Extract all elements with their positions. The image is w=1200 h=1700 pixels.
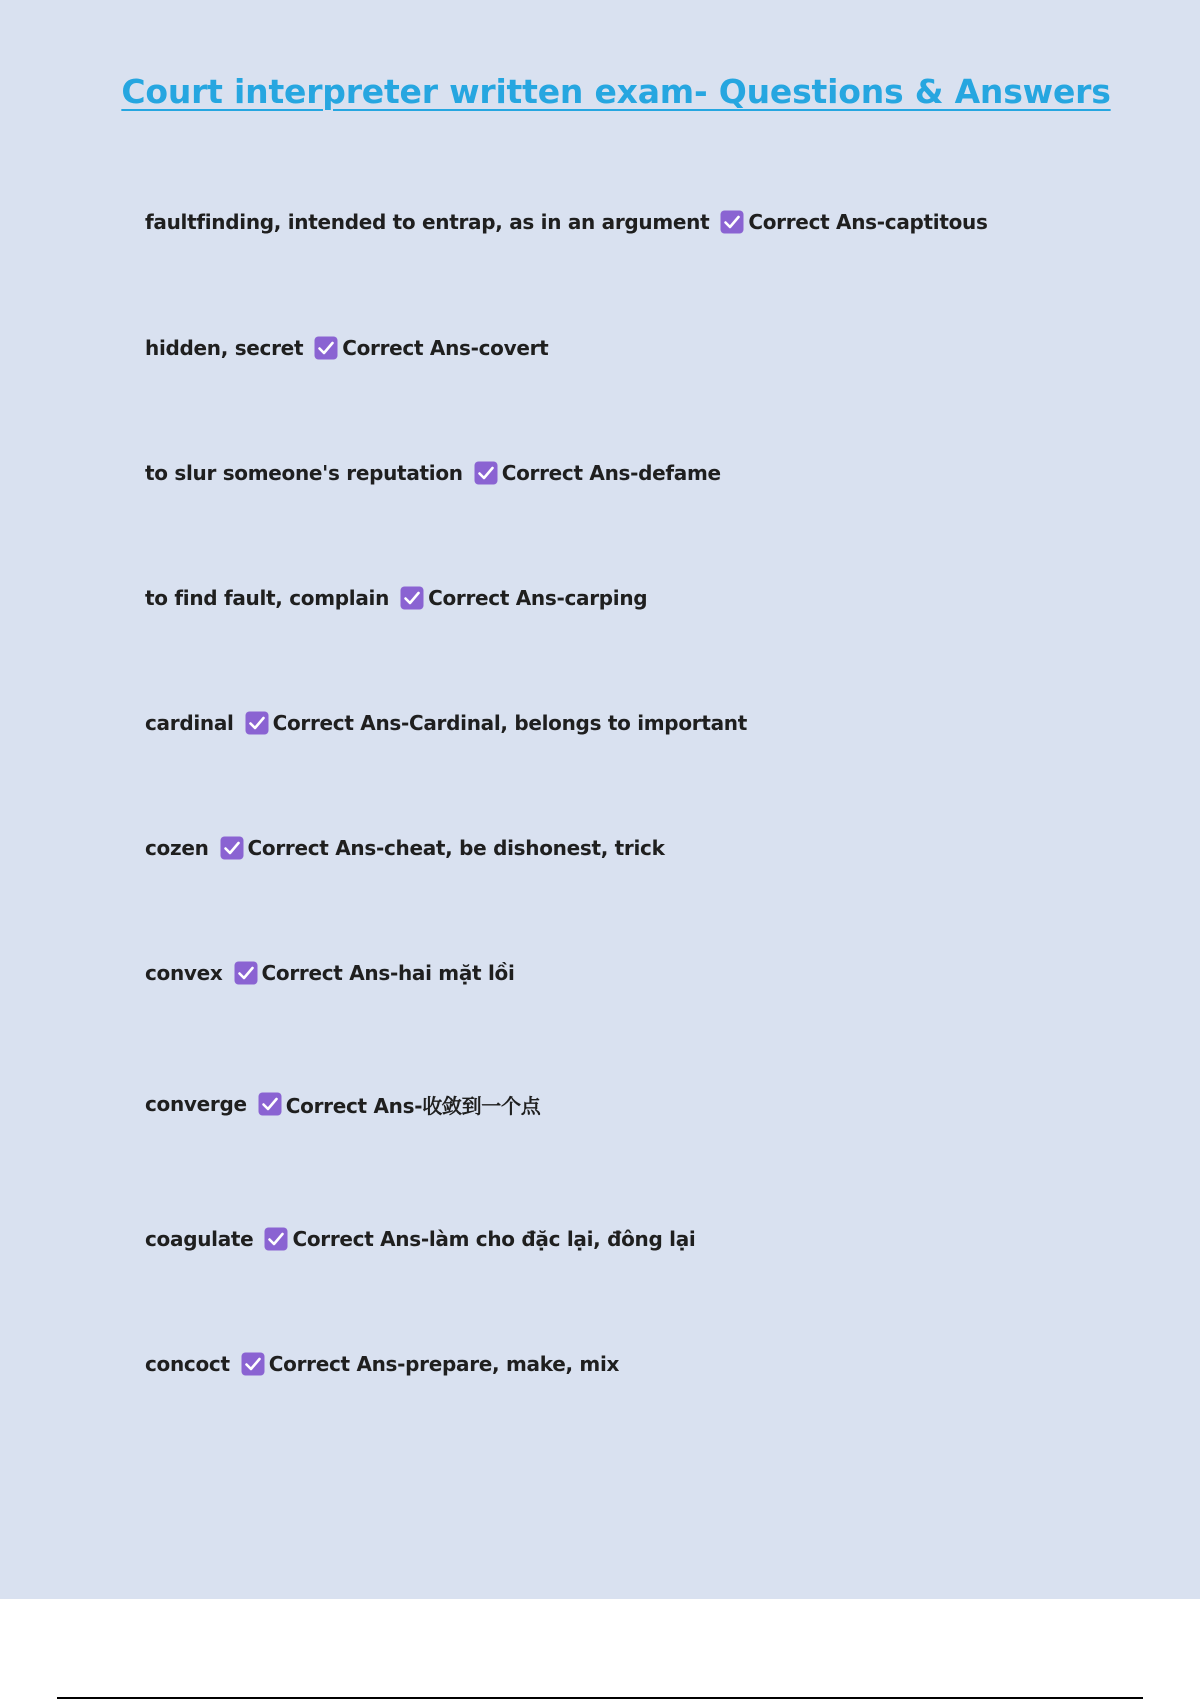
qa-item bbox=[145, 208, 988, 236]
checkbox-checked-icon bbox=[720, 210, 744, 234]
question-term: faultfinding, intended to entrap, as in an argument bbox=[145, 210, 710, 234]
question-term: cardinal bbox=[145, 711, 234, 735]
answer-text: Correct Ans-Cardinal, belongs to important bbox=[272, 711, 747, 735]
answer-text: Correct Ans-carping bbox=[428, 586, 648, 610]
page-title: Court interpreter written exam- Questions & Answers bbox=[121, 72, 1111, 111]
question-term: cozen bbox=[145, 836, 209, 860]
question-term: converge bbox=[145, 1092, 247, 1116]
answer-text: Correct Ans-captitous bbox=[748, 210, 988, 234]
qa-item bbox=[145, 959, 515, 987]
checkbox-checked-icon bbox=[264, 1227, 288, 1251]
qa-item bbox=[145, 459, 721, 487]
question-term: coagulate bbox=[145, 1227, 254, 1251]
question-term: convex bbox=[145, 961, 223, 985]
checkbox-checked-icon bbox=[220, 836, 244, 860]
answer-text: Correct Ans-cheat, be dishonest, trick bbox=[247, 836, 665, 860]
checkbox-checked-icon bbox=[400, 586, 424, 610]
qa-item bbox=[145, 709, 747, 737]
footer-divider bbox=[57, 1697, 1143, 1699]
answer-text: Correct Ans-hai mặt lồi bbox=[261, 961, 515, 985]
answer-text: Correct Ans-covert bbox=[342, 336, 549, 360]
qa-item bbox=[145, 334, 548, 362]
answer-text: Correct Ans-收敛到一个点 bbox=[285, 1093, 541, 1118]
qa-item bbox=[145, 1350, 619, 1378]
checkbox-checked-icon bbox=[241, 1352, 265, 1376]
question-term: concoct bbox=[145, 1352, 230, 1376]
qa-item bbox=[145, 584, 647, 612]
qa-item bbox=[145, 1225, 695, 1253]
qa-item bbox=[145, 834, 665, 862]
checkbox-checked-icon bbox=[234, 961, 258, 985]
answer-text: Correct Ans-prepare, make, mix bbox=[268, 1352, 620, 1376]
answer-text: Correct Ans-làm cho đặc lại, đông lại bbox=[292, 1227, 696, 1251]
answer-text: Correct Ans-defame bbox=[501, 461, 721, 485]
question-term: hidden, secret bbox=[145, 336, 304, 360]
checkbox-checked-icon bbox=[258, 1092, 282, 1116]
qa-item bbox=[145, 1090, 540, 1118]
question-term: to find fault, complain bbox=[145, 586, 390, 610]
checkbox-checked-icon bbox=[245, 711, 269, 735]
checkbox-checked-icon bbox=[474, 461, 498, 485]
question-term: to slur someone's reputation bbox=[145, 461, 463, 485]
checkbox-checked-icon bbox=[314, 336, 338, 360]
